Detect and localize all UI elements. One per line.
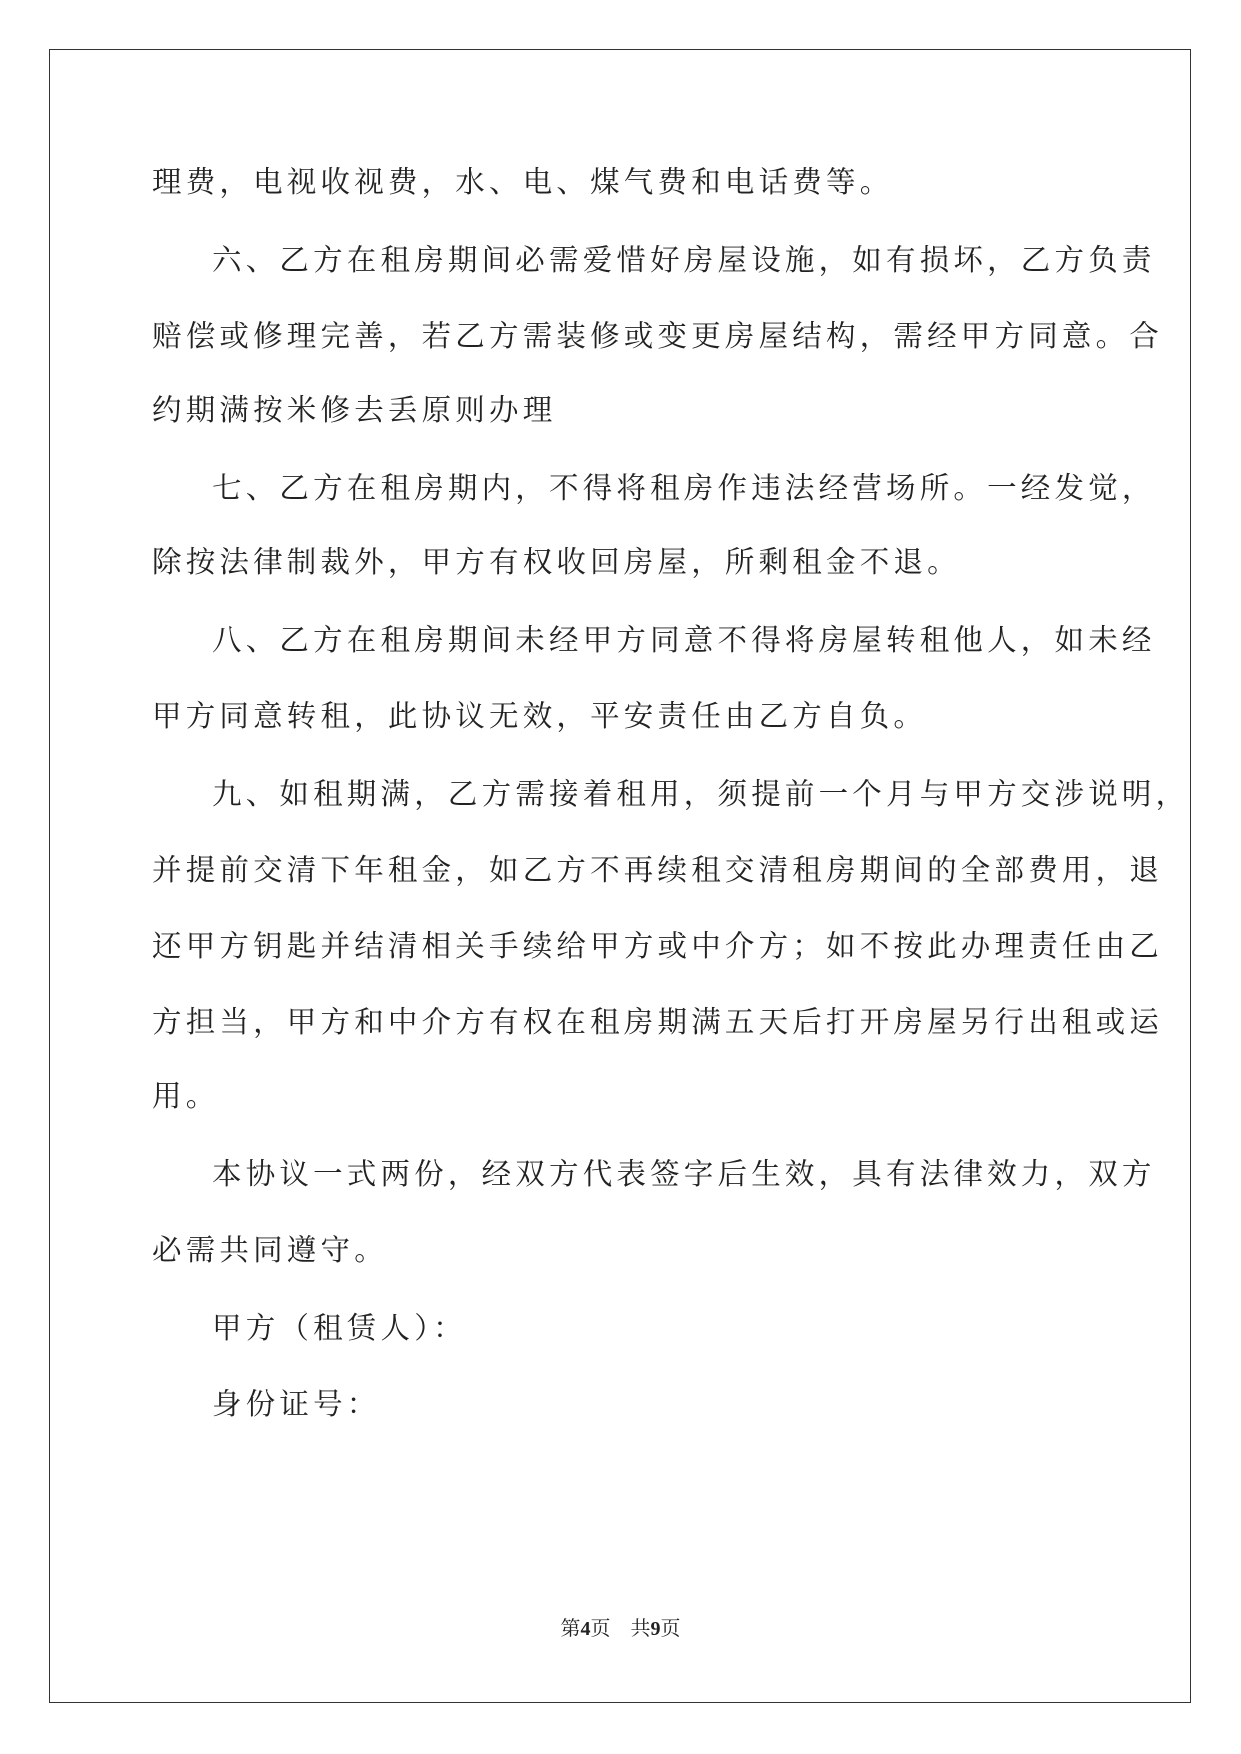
clause-six-line-2: 赔偿或修理完善，若乙方需装修或变更房屋结构，需经甲方同意。合 [152, 319, 1164, 353]
id-number-label: 身份证号： [212, 1387, 381, 1421]
clause-six-line-3: 约期满按米修去丢原则办理 [152, 393, 557, 427]
agreement-line-1: 本协议一式两份，经双方代表签字后生效，具有法律效力，双方 [212, 1157, 1156, 1191]
clause-six-line-1: 六、乙方在租房期间必需爱惜好房屋设施，如有损坏，乙方负责 [212, 243, 1156, 277]
clause-nine-line-5: 用。 [152, 1079, 220, 1113]
clause-nine-line-2: 并提前交清下年租金，如乙方不再续租交清租房期间的全部费用，退 [152, 853, 1164, 887]
footer-mid: 页 共 [590, 1618, 651, 1640]
page-number-footer [0, 1612, 1241, 1641]
clause-seven-line-1: 七、乙方在租房期内，不得将租房作违法经营场所。一经发觉， [212, 471, 1156, 505]
clause-eight-line-2: 甲方同意转租，此协议无效，平安责任由乙方自负。 [152, 699, 928, 733]
total-page-number: 9 [650, 1618, 661, 1640]
footer-suffix: 页 [660, 1618, 681, 1640]
footer-prefix: 第 [560, 1618, 581, 1640]
clause-eight-line-1: 八、乙方在租房期间未经甲方同意不得将房屋转租他人，如未经 [212, 623, 1156, 657]
clause-nine-line-3: 还甲方钥匙并结清相关手续给甲方或中介方；如不按此办理责任由乙 [152, 929, 1164, 963]
party-a-label: 甲方（租赁人）： [212, 1311, 467, 1345]
clause-nine-line-1: 九、如租期满，乙方需接着租用，须提前一个月与甲方交涉说明， [212, 777, 1190, 811]
text-line: 理费，电视收视费，水、电、煤气费和电话费等。 [152, 165, 894, 199]
agreement-line-2: 必需共同遵守。 [152, 1233, 388, 1267]
current-page-number: 4 [580, 1618, 591, 1640]
clause-nine-line-4: 方担当，甲方和中介方有权在租房期满五天后打开房屋另行出租或运 [152, 1005, 1164, 1039]
clause-seven-line-2: 除按法律制裁外，甲方有权收回房屋，所剩租金不退。 [152, 545, 961, 579]
